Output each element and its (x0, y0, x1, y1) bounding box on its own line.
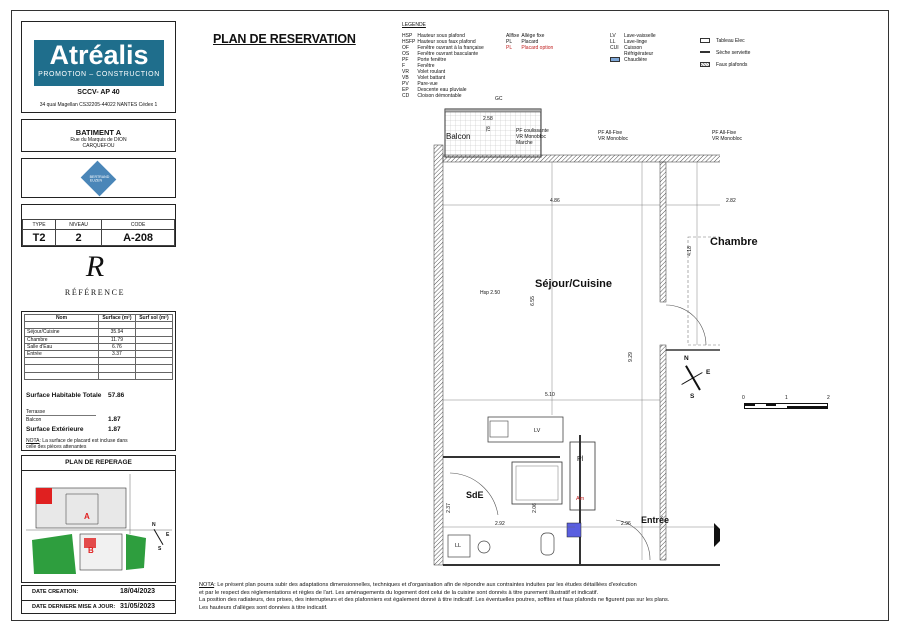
surf-empty (135, 358, 172, 365)
legend-towel-label: Sèche serviette (716, 50, 751, 56)
dim-486: 4.86 (550, 198, 560, 204)
surf-spacer (25, 322, 99, 329)
legend-towel-icon (700, 51, 710, 53)
surf-row-name: Salle d'Eau (25, 343, 99, 350)
surf-note-title: NOTA (26, 438, 40, 444)
surf-row-value: 6.76 (99, 343, 136, 350)
room-chambre: Chambre (710, 236, 758, 248)
surf-row-value: 3.37 (99, 350, 136, 357)
surf-spacer (135, 322, 172, 329)
surf-empty (99, 372, 136, 379)
legend-desc: Placard (521, 39, 539, 45)
room-pl: Pl (577, 456, 584, 463)
dim-237: 2.37 (445, 503, 452, 513)
footer-note-line: et par le respect des réglementations et règles de l'art. Les aménagements du logement dont celui de la cuisine sont donnés à titre purement illustratif et indicatif. (199, 589, 599, 596)
lot-header-level: NIVEAU (56, 220, 102, 230)
reperage-green (32, 534, 76, 574)
logo-tagline: PROMOTION – CONSTRUCTION (38, 71, 160, 78)
company-name: SCCV- AP 40 (77, 89, 120, 96)
architect-logo (81, 161, 117, 197)
annot-pf2 (712, 130, 742, 142)
surf-total-value: 57.86 (108, 392, 125, 399)
compass-arrow-icon (154, 529, 164, 545)
dim-510: 5.10 (545, 392, 555, 398)
legend-desc: Descente eau pluviale (417, 87, 467, 93)
left-wall (434, 145, 443, 565)
dim-292: 2.92 (495, 521, 505, 527)
legend-desc: Volet battant (417, 75, 446, 81)
surf-row-sol (135, 336, 172, 343)
reperage-compass-e: E (166, 532, 170, 538)
legend-desc: Fenêtre (417, 63, 435, 69)
footer-note-text: : Le présent plan pourra subir des adaptations dimensionnelles, techniques et d'organisation afin de répondre aux contraintes induites par les études détaillées d'exécution (214, 582, 637, 588)
legend-code: OS (402, 51, 410, 57)
shower (512, 462, 562, 504)
legend-desc: Lave-vaisselle (624, 33, 656, 39)
surf-header-surface: Surface (m²) (99, 315, 136, 322)
scale-1: 1 (785, 395, 788, 401)
scale-seg (745, 404, 755, 406)
legend-title: LEGENDE (402, 22, 426, 28)
company-logo (34, 40, 164, 86)
lot-level: 2 (56, 230, 102, 246)
legend-code: EP (402, 87, 409, 93)
surf-header-name: Nom (25, 315, 99, 322)
legend-col1 (402, 33, 486, 99)
surf-row-value: 35.94 (99, 329, 136, 336)
reperage-compass-s: S (158, 546, 162, 552)
surf-empty (25, 358, 99, 365)
balcony-rail (445, 109, 541, 112)
kitchen-sink (490, 421, 508, 437)
surf-row-name: Chambre (25, 336, 99, 343)
legend-code: LL (610, 39, 616, 45)
legend-code: VB (402, 75, 409, 81)
building-street: Rue du Marquis de DION (70, 137, 127, 143)
ext-row-value: 1.87 (108, 416, 121, 423)
table-row (25, 329, 173, 336)
scale-bar (744, 403, 828, 409)
legend-panel-label: Tableau Elec (716, 38, 745, 44)
dim-418: 4.18 (686, 246, 693, 256)
compass-cross-icon (681, 372, 702, 385)
annot-gc: GC (495, 96, 503, 102)
surfaces-block (21, 311, 176, 451)
lot-block (21, 204, 176, 247)
lot-header-code: CODE (102, 220, 175, 230)
surf-row-sol (135, 329, 172, 336)
legend-code: CD (402, 93, 410, 99)
footer-note-line: Les hauteurs d'allèges sont données à titre indicatif. (199, 604, 328, 611)
legend-code: HSFP (402, 39, 416, 45)
toilet (541, 533, 554, 555)
legend-desc: Hauteur sous plafond (417, 33, 465, 39)
annot-line: VR Monobloc (712, 136, 743, 142)
surf-header-sol: Surf sol (m²) (135, 315, 172, 322)
legend-desc: Hauteur sous faux plafond (417, 39, 476, 45)
dim-296: 2.96 (621, 521, 631, 527)
plan-title: PLAN DE RESERVATION (213, 32, 356, 46)
floor-plan (420, 95, 720, 570)
dim-78: 78 (485, 126, 492, 132)
room-entree: Entrée (641, 515, 670, 525)
legend-desc: Porte fenêtre (417, 57, 447, 63)
legend-desc: Placard option (521, 45, 554, 51)
date-divider (22, 600, 175, 601)
reperage-map (26, 474, 172, 580)
surf-row-sol (135, 343, 172, 350)
door-arc (666, 305, 706, 345)
legend-code: CUI (610, 45, 619, 51)
room-sde: SdE (466, 490, 484, 500)
room-balcon: Balcon (446, 132, 471, 141)
legend-desc: Cuisson (624, 45, 643, 51)
scale-0: 0 (742, 395, 745, 401)
table-row (25, 350, 173, 357)
legend-code: LV (610, 33, 616, 39)
table-row (25, 343, 173, 350)
legend-ceiling-icon (700, 62, 710, 67)
legend-desc: Pare-vue (417, 81, 438, 87)
table-row (25, 336, 173, 343)
surf-empty (25, 372, 99, 379)
legend-heater-icon (610, 57, 620, 62)
chambre-wall (660, 162, 666, 302)
legend-code: VR (402, 69, 409, 75)
plan-compass-s: S (690, 393, 695, 400)
reperage-title: PLAN DE REPERAGE (22, 456, 175, 471)
annot-pf1 (598, 130, 628, 142)
legend-code: OF (402, 45, 409, 51)
lot-code: A-208 (102, 230, 175, 246)
dim-282: 2.82 (726, 198, 736, 204)
building-name: BATIMENT A (75, 128, 122, 137)
ext-row-name: Balcon (26, 417, 42, 423)
lot-header-type: TYPE (23, 220, 56, 230)
surf-empty (25, 365, 99, 372)
plan-compass-e: E (706, 369, 711, 376)
legend-desc: Chaudière (624, 57, 648, 63)
building-block (21, 119, 176, 152)
surf-row-name: Entrée (25, 350, 99, 357)
annot-pf-balcon (516, 128, 549, 146)
legend-code: PL (506, 39, 513, 45)
shower-inner (516, 466, 558, 500)
legend-desc: Lave-linge (624, 39, 648, 45)
legend-col2 (506, 33, 555, 51)
reperage-compass-n: N (152, 522, 156, 528)
annot-line: Marche (516, 140, 533, 146)
reperage-block (21, 455, 176, 583)
dim-929: 9.29 (627, 352, 634, 362)
surf-spacer (99, 322, 136, 329)
surf-row-sol (135, 350, 172, 357)
surf-row-value: 11.79 (99, 336, 136, 343)
surf-empty (99, 358, 136, 365)
footer-note (199, 582, 759, 612)
legend-code: F (402, 63, 406, 69)
legend-code: PV (402, 81, 409, 87)
legend-desc: Cloison démontable (417, 93, 462, 99)
legend-panel-icon (700, 38, 710, 43)
plan-compass (676, 355, 716, 405)
entry-arrow-icon (714, 523, 720, 547)
reperage-green2 (126, 534, 146, 570)
top-wall (443, 155, 720, 162)
surf-empty (99, 365, 136, 372)
annot-line: PF coulissante (516, 128, 549, 134)
legend-desc: Fenêtre ouvrant à la française (417, 45, 484, 51)
footer-note-line (199, 582, 759, 590)
reperage-highlight (36, 488, 52, 504)
legend-code: Allfixe (506, 33, 520, 39)
scale-seg (787, 406, 828, 408)
surf-note (26, 438, 136, 450)
plan-compass-n: N (684, 355, 689, 362)
dim-206: 2.06 (531, 503, 538, 513)
room-lv: LV (534, 428, 541, 434)
lot-table (22, 219, 175, 246)
surf-empty (135, 365, 172, 372)
surfaces-table (24, 314, 173, 380)
footer-note-line: La position des radiateurs, des prises, des interrupteurs et des plafonniers est également donné à titre indicatif. Les éventuelles poutres, soffites et faux plafonds ne figurent pas sur les plans. (199, 597, 670, 604)
legend-desc: Volet roulant (417, 69, 446, 75)
architect-line2: EUZEN (89, 178, 103, 183)
legend-desc: Réfrigérateur (624, 51, 654, 57)
room-am: Am (576, 496, 585, 502)
surf-total-label: Surface Habitable Totale (26, 392, 102, 399)
scale-2: 2 (827, 395, 830, 401)
architect-line1: BERTRAND (89, 174, 110, 180)
date-update-label: DATE DERNIERE MISE A JOUR: (32, 604, 116, 610)
annot-line: PF All-Fixe (598, 130, 623, 136)
company-address: 34 quai Magellan CS32205-44022 NANTES Cédex 1 (39, 102, 158, 108)
scale-seg (766, 404, 776, 406)
company-block (21, 21, 176, 113)
date-creation-value: 18/04/2023 (120, 588, 156, 595)
reperage-label-b: B (88, 546, 94, 555)
chambre-wall-low (660, 345, 666, 560)
legend-desc: Fenêtre ouvrant basculante (417, 51, 479, 57)
washbasin (478, 541, 490, 553)
brand-monogram: R (85, 250, 105, 283)
room-ll: LL (455, 543, 462, 549)
legend-code: PL (506, 45, 513, 51)
surf-row-name: Séjour/Cuisine (25, 329, 99, 336)
annot-line: VR Monobloc (516, 134, 547, 140)
annot-line: PF All-Fixe (712, 130, 737, 136)
ext-total-value: 1.87 (108, 426, 121, 433)
legend-code: HSP (402, 33, 413, 39)
legend-ceiling-label: Faux plafonds (716, 62, 748, 68)
legend-code: PF (402, 57, 409, 63)
dim-655: 6.55 (529, 296, 536, 306)
footer-note-title: NOTA (199, 582, 215, 588)
reperage-compass (152, 522, 174, 552)
building-city: CARQUEFOU (82, 143, 115, 149)
ext-total-label: Surface Extérieure (26, 426, 84, 433)
boiler (567, 523, 581, 537)
ext-header: Terrasse (26, 409, 96, 416)
reperage-label-a: A (84, 512, 90, 521)
dates-block (21, 585, 176, 614)
logo-name: Atréalis (49, 40, 149, 70)
brand-name: RÉFÉRENCE (64, 288, 126, 297)
annot-line: VR Monobloc (598, 136, 629, 142)
date-update-value: 31/05/2023 (120, 603, 156, 610)
room-sejour: Séjour/Cuisine (535, 278, 613, 290)
surf-note-text: : La surface de placard est incluse dans celle des pièces attenantes (26, 438, 128, 450)
dim-258: 2.58 (483, 116, 493, 122)
legend-desc: Allège fixe (521, 33, 545, 39)
annot-hsp: Hsp 2.50 (480, 290, 501, 296)
lot-type: T2 (23, 230, 56, 246)
architect-block (21, 158, 176, 198)
date-creation-label: DATE CREATION: (32, 589, 79, 595)
surf-empty (135, 372, 172, 379)
